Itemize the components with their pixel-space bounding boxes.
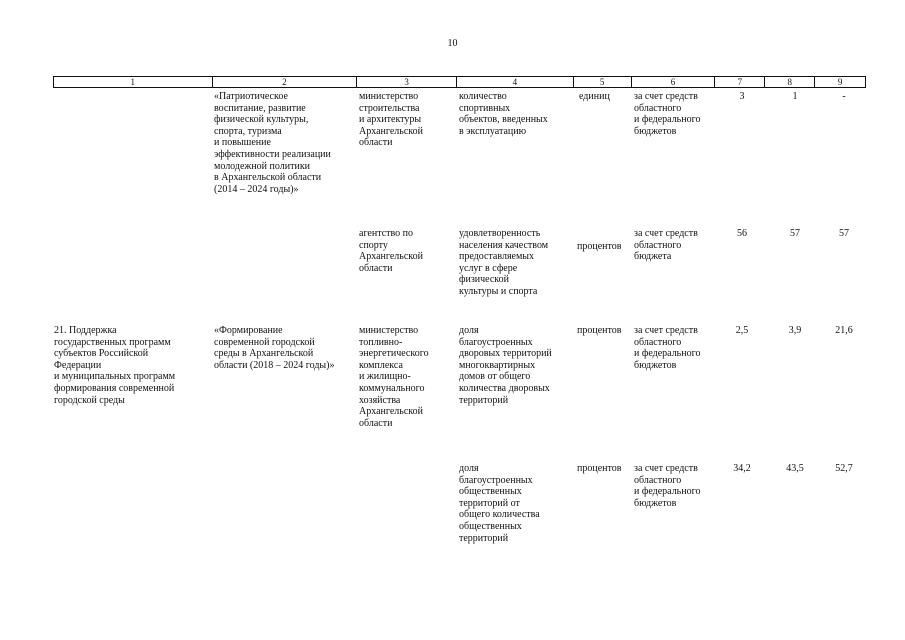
row4-value-8: 43,5: [786, 463, 804, 474]
header-col-9: 9: [837, 77, 843, 87]
row3-program: «Формирование современной городской среды в Архангельской области (2018 – 2024 годы)»: [214, 325, 335, 371]
header-col-4: 4: [457, 77, 574, 87]
row3-value-9: 21,6: [835, 325, 853, 336]
row2-value-8: 57: [790, 228, 800, 239]
row3-funding: за счет средств областного и федерального бюджетов: [634, 325, 701, 371]
header-col-5: 5: [574, 77, 632, 87]
row1-program: «Патриотическое воспитание, развитие физической культуры, спорта, туризма и повышение эффективности реализации молодежной политики в Архангельской области (2014 – 2024 годы)»: [214, 91, 331, 195]
row2-executor: агентство по спорту Архангельской области: [359, 228, 423, 274]
row2-value-9: 57: [839, 228, 849, 239]
header-col-7: 7: [715, 77, 765, 87]
row1-value-7: 3: [739, 91, 745, 102]
row2-unit: процентов: [577, 241, 622, 252]
page-number: 10: [447, 38, 458, 49]
header-col-2: 2: [213, 77, 358, 87]
header-col-3: 3: [357, 77, 457, 87]
row4-value-9: 52,7: [835, 463, 853, 474]
row3-value-8: 3,9: [788, 325, 802, 336]
row1-unit: единиц: [579, 91, 610, 102]
row4-unit: процентов: [577, 463, 622, 474]
row2-value-7: 56: [737, 228, 747, 239]
table-header-row: [53, 76, 866, 88]
header-col-6: 6: [632, 77, 716, 87]
row1-indicator: количество спортивных объектов, введенных в эксплуатацию: [459, 91, 548, 137]
header-col-1: 1: [54, 77, 213, 87]
row3-indicator: доля благоустроенных дворовых территорий многоквартирных домов от общего количества дворовых территорий: [459, 325, 552, 406]
row4-indicator: доля благоустроенных общественных территорий от общего количества общественных территорий: [459, 463, 540, 544]
row1-funding: за счет средств областного и федерального бюджетов: [634, 91, 701, 137]
row2-funding: за счет средств областного бюджета: [634, 228, 698, 263]
row3-executor: министерство топливно- энергетического комплекса и жилищно- коммунального хозяйства Архангельской области: [359, 325, 429, 429]
row3-unit: процентов: [577, 325, 622, 336]
row1-executor: министерство строительства и архитектуры Архангельской области: [359, 91, 423, 149]
row1-value-9: -: [842, 91, 846, 102]
row2-indicator: удовлетворенность населения качеством предоставляемых услуг в сфере физической культуры и спорта: [459, 228, 549, 297]
header-col-8: 8: [765, 77, 815, 87]
row3-value-7: 2,5: [735, 325, 749, 336]
row4-value-7: 34,2: [733, 463, 751, 474]
row3-direction: 21. Поддержка государственных программ субъектов Российской Федерации и муниципальных программ формирования современной городской среды: [54, 325, 176, 406]
row1-value-8: 1: [792, 91, 798, 102]
row4-funding: за счет средств областного и федерального бюджетов: [634, 463, 701, 509]
